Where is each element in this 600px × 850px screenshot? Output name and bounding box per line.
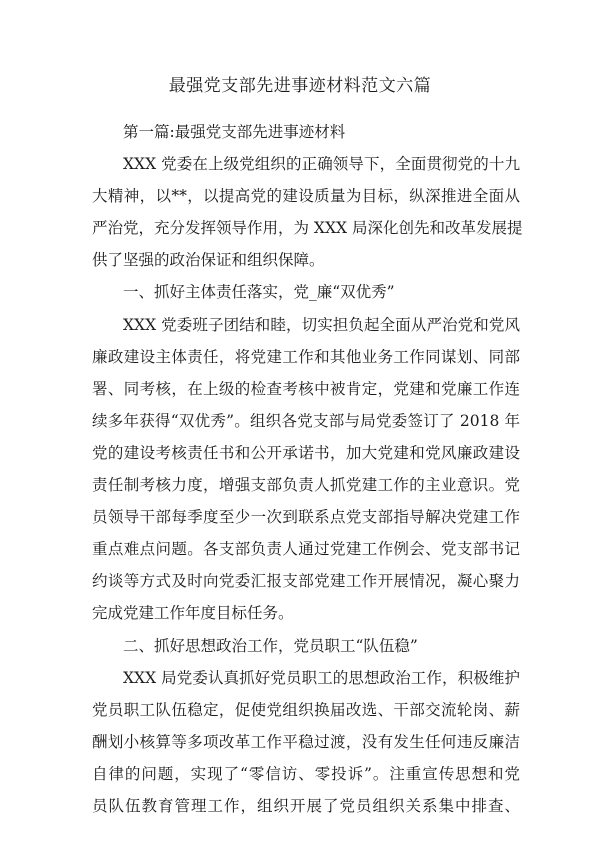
paragraph-line: 重点难点问题。各支部负责人通过党建工作例会、党支部书记 <box>92 540 520 559</box>
paragraph-line: XXX 党委在上级党组织的正确领导下，全面贯彻党的十九 <box>123 155 520 174</box>
paragraph-line: 续多年获得“双优秀”。组织各党支部与局党委签订了 2018 年 <box>92 411 520 430</box>
document-title: 最强党支部先进事迹材料范文六篇 <box>168 76 432 96</box>
paragraph-line: 大精神，以**，以提高党的建设质量为目标，纵深推进全面从 <box>92 187 520 206</box>
paragraph-line: 自律的问题，实现了“零信访、零投诉”。注重宣传思想和党 <box>92 764 520 783</box>
paragraph-line: 严治党，充分发挥领导作用，为 XXX 局深化创先和改革发展提 <box>92 219 523 238</box>
paragraph-line: 党员职工队伍稳定，促使党组织换届改选、干部交流轮岗、薪 <box>92 700 520 719</box>
paragraph-line: 完成党建工作年度目标任务。 <box>92 604 294 623</box>
paragraph-line: 责任制考核力度，增强支部负责人抓党建工作的主业意识。党 <box>92 476 520 495</box>
paragraph-line: 约谈等方式及时向党委汇报支部党建工作开展情况，凝心聚力 <box>92 572 520 591</box>
paragraph-line: 员领导干部每季度至少一次到联系点党支部指导解决党建工作 <box>92 508 520 527</box>
section-heading-first-article: 第一篇:最强党支部先进事迹材料 <box>123 123 346 141</box>
paragraph-line: 员队伍教育管理工作，组织开展了党员组织关系集中排查、 <box>92 796 520 815</box>
paragraph-line: 酬划小核算等多项改革工作平稳过渡，没有发生任何违反廉洁 <box>92 732 520 751</box>
paragraph-line: 党的建设考核责任书和公开承诺书，加大党建和党风廉政建设 <box>92 443 520 462</box>
paragraph-line: 署、同考核，在上级的检查考核中被肯定，党建和党廉工作连 <box>92 379 520 398</box>
document-body <box>92 116 523 822</box>
section-heading-one: 一、抓好主体责任落实，党_廉“双优秀” <box>123 283 395 302</box>
paragraph-line: XXX 党委班子团结和睦，切实担负起全面从严治党和党风 <box>123 315 520 334</box>
paragraph-line: 廉政建设主体责任，将党建工作和其他业务工作同谋划、同部 <box>92 347 520 366</box>
section-heading-two: 二、抓好思想政治工作，党员职工“队伍稳” <box>123 636 418 655</box>
paragraph-line: 供了坚强的政治保证和组织保障。 <box>92 251 325 270</box>
paragraph-line: XXX 局党委认真抓好党员职工的思想政治工作，积极维护 <box>123 668 520 687</box>
